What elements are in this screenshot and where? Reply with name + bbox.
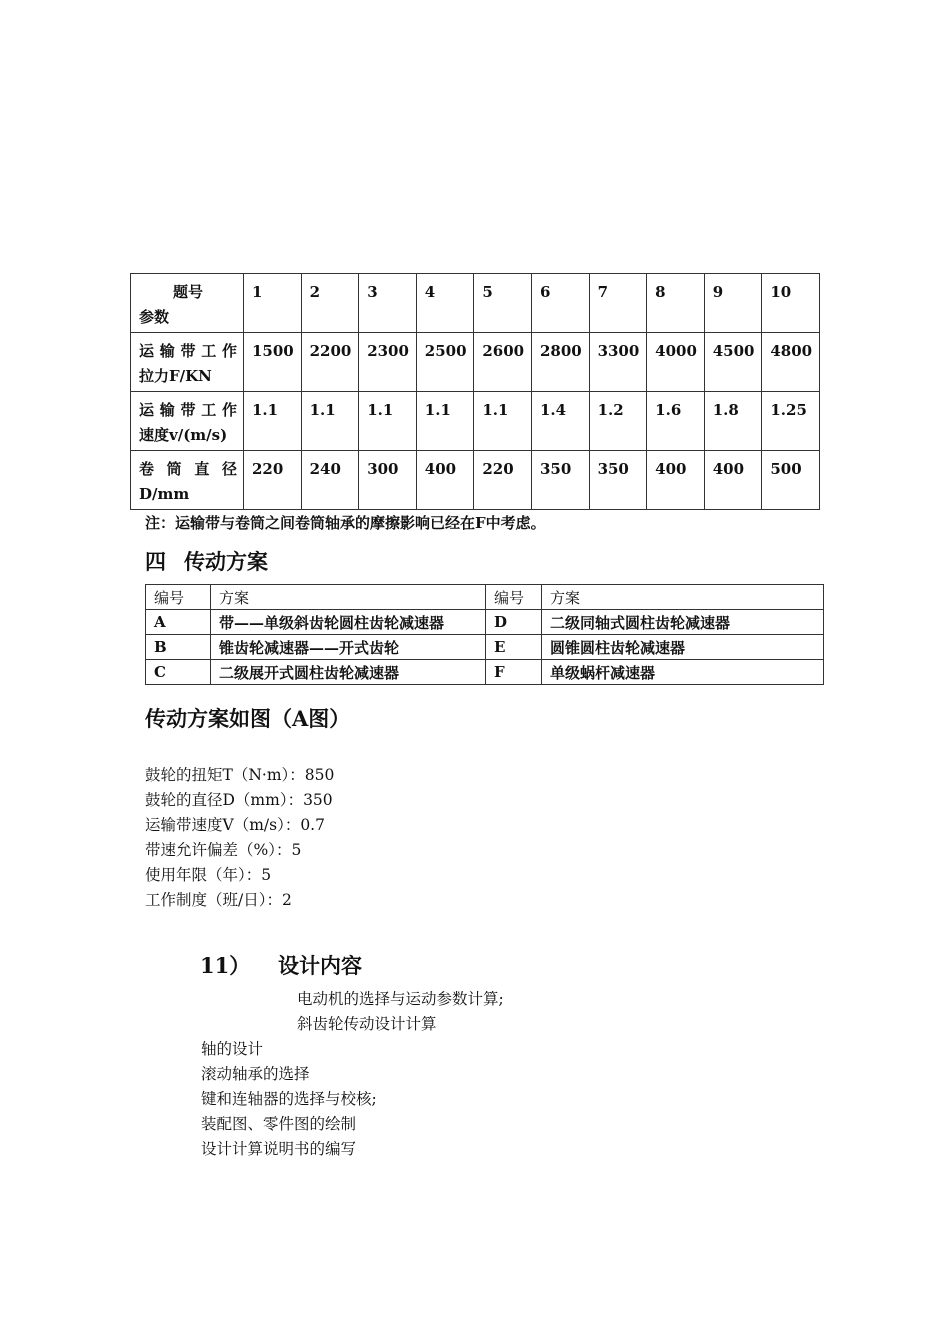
value-cell: 400	[647, 451, 705, 510]
value-cell: 1.1	[359, 392, 417, 451]
header-label-top: 题号	[172, 283, 203, 301]
item-text: 装配图、零件图的绘制	[201, 1115, 357, 1133]
scheme-desc: 锥齿轮减速器——开式齿轮	[211, 635, 486, 660]
scheme-code: B	[146, 635, 211, 660]
number-cell: 5	[474, 274, 532, 333]
table-row	[131, 392, 820, 451]
value-cell: 1.1	[301, 392, 359, 451]
header-label-bottom: 参数	[139, 308, 170, 326]
section-number: 四	[145, 549, 166, 574]
number-cell: 3	[359, 274, 417, 333]
number-cell: 1	[244, 274, 302, 333]
item-text: 设计计算说明书的编写	[201, 1140, 357, 1158]
value-cell: 2500	[416, 333, 474, 392]
header-cell: 方案	[542, 585, 824, 610]
value-cell: 2300	[359, 333, 417, 392]
value-cell: 350	[531, 451, 589, 510]
item-text: 键和连轴器的选择与校核;	[201, 1090, 377, 1108]
scheme-code: E	[486, 635, 542, 660]
value-cell: 1.8	[704, 392, 762, 451]
list-item: 带速允许偏差（%）：5	[145, 841, 302, 859]
section-heading	[145, 546, 268, 576]
number-cell: 4	[416, 274, 474, 333]
number-cell: 6	[531, 274, 589, 333]
value-cell: 1.2	[589, 392, 647, 451]
scheme-desc: 圆锥圆柱齿轮减速器	[542, 635, 824, 660]
parameter-table	[130, 273, 820, 510]
header-cell: 编号	[486, 585, 542, 610]
table-row	[146, 635, 824, 660]
header-cell: 编号	[146, 585, 211, 610]
number-cell: 9	[704, 274, 762, 333]
value-cell: 4500	[704, 333, 762, 392]
value-cell: 1.1	[474, 392, 532, 451]
value-cell: 2800	[531, 333, 589, 392]
value-cell: 400	[704, 451, 762, 510]
list-item: 鼓轮的直径D（mm）：350	[145, 791, 333, 809]
section-title: 设计内容	[278, 953, 362, 978]
row-label: 运输带工作 速度v/(m/s)	[131, 392, 244, 451]
item-text: 轴的设计	[201, 1040, 264, 1058]
row-label: 卷筒直径 D/mm	[131, 451, 244, 510]
scheme-code: D	[486, 610, 542, 635]
scheme-code: A	[146, 610, 211, 635]
scheme-table	[145, 584, 824, 685]
item-text: 电动机的选择与运动参数计算;	[297, 990, 504, 1008]
value-cell: 2200	[301, 333, 359, 392]
scheme-code: C	[146, 660, 211, 685]
value-cell: 4800	[762, 333, 820, 392]
value-cell: 400	[416, 451, 474, 510]
figure-title: 传动方案如图（A图）	[145, 706, 351, 731]
section-title: 传动方案	[184, 549, 268, 574]
scheme-code: F	[486, 660, 542, 685]
value-cell: 220	[474, 451, 532, 510]
number-cell: 2	[301, 274, 359, 333]
parameter-list	[145, 763, 334, 913]
value-cell: 1.4	[531, 392, 589, 451]
value-cell: 1500	[244, 333, 302, 392]
value-cell: 2600	[474, 333, 532, 392]
scheme-desc: 二级展开式圆柱齿轮减速器	[211, 660, 486, 685]
table-row	[146, 660, 824, 685]
value-cell: 350	[589, 451, 647, 510]
number-cell: 10	[762, 274, 820, 333]
scheme-desc: 单级蜗杆减速器	[542, 660, 824, 685]
list-item: 鼓轮的扭矩T（N·m）：850	[145, 766, 335, 784]
value-cell: 1.1	[416, 392, 474, 451]
table-row	[146, 610, 824, 635]
value-cell: 3300	[589, 333, 647, 392]
item-text: 斜齿轮传动设计计算	[297, 1015, 437, 1033]
value-cell: 4000	[647, 333, 705, 392]
value-cell: 240	[301, 451, 359, 510]
list-item: 使用年限（年）：5	[145, 866, 272, 884]
scheme-desc: 带——单级斜齿轮圆柱齿轮减速器	[211, 610, 486, 635]
value-cell: 300	[359, 451, 417, 510]
section-number: 11）	[200, 953, 251, 978]
table-note: 注：运输带与卷筒之间卷筒轴承的摩擦影响已经在F中考虑。	[145, 514, 546, 532]
item-text: 滚动轴承的选择	[201, 1065, 310, 1083]
number-cell: 7	[589, 274, 647, 333]
list-item: 运输带速度V（m/s）：0.7	[145, 816, 325, 834]
list-item: 工作制度（班/日）：2	[145, 891, 292, 909]
table-header-row	[131, 274, 820, 333]
scheme-desc: 二级同轴式圆柱齿轮减速器	[542, 610, 824, 635]
value-cell: 1.6	[647, 392, 705, 451]
header-cell: 方案	[211, 585, 486, 610]
value-cell: 1.25	[762, 392, 820, 451]
table-row	[131, 451, 820, 510]
table-row	[131, 333, 820, 392]
section-heading	[200, 950, 362, 980]
number-cell: 8	[647, 274, 705, 333]
value-cell: 1.1	[244, 392, 302, 451]
table-header-row	[146, 585, 824, 610]
row-label: 运输带工作 拉力F/KN	[131, 333, 244, 392]
value-cell: 500	[762, 451, 820, 510]
header-cell	[131, 274, 244, 333]
value-cell: 220	[244, 451, 302, 510]
